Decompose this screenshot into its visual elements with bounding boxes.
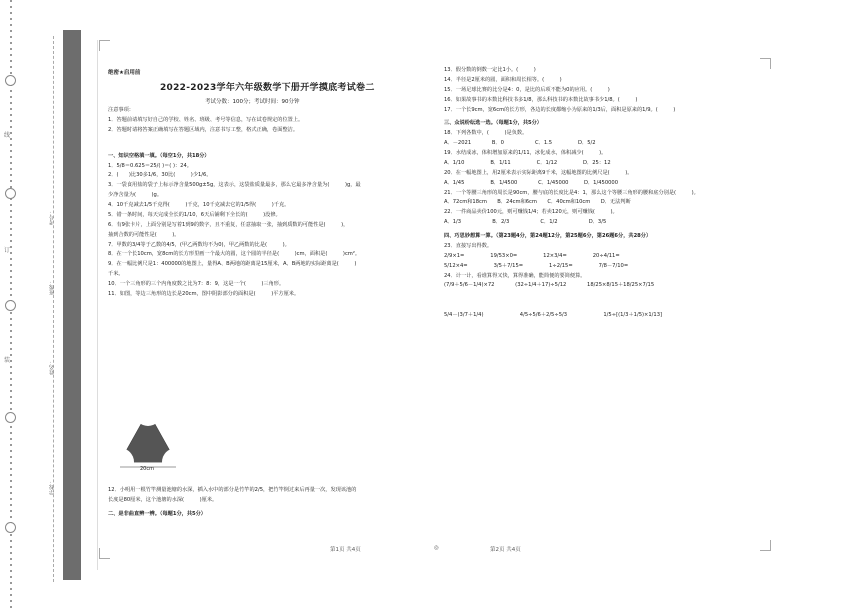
section-heading: 一、知识空格填一填。（每空1分，共18分） xyxy=(108,152,210,159)
question-row: 14．半径是2厘米的圆，面积和周长相等。( ) xyxy=(444,76,562,83)
binding-hole-icon xyxy=(5,188,16,199)
question-row: 8．在一个长10cm，宽8cm的长方形里画一个最大的圆，这个圆的半径是( )cm，面积是( )cm²。 xyxy=(108,251,361,258)
question-row: 24．计一计，看谁算得又快，算得准确，能简便的要简便算。 xyxy=(444,272,586,279)
footer-center-icon: ◎ xyxy=(434,545,439,551)
question-row: 5/12×4= 3/5＋7/15= 1÷2/15= 7/8－7/10= xyxy=(444,262,629,269)
corner-mark xyxy=(99,40,110,51)
question-row: 少净含量为( )g。 xyxy=(108,192,163,199)
binding-hole-icon xyxy=(5,522,16,533)
page-title: 2022-2023学年六年级数学下册开学摸底考试卷二 xyxy=(160,83,375,93)
corner-mark xyxy=(99,548,110,559)
question-row: (7/9＋5/6－1/4)×72 (32÷1/4＋17)÷5/12 18/25×8/15＋18/25×7/15 xyxy=(444,282,655,289)
notice-label: 注意事项： xyxy=(108,107,134,113)
binding-mark: 订 xyxy=(4,247,11,254)
question-row: 2．( )比30多1/6，30比( )少1/6。 xyxy=(108,172,212,179)
exam-meta: 考试分数：100分；考试时间：90分钟 xyxy=(205,99,300,105)
question-row: A．－2021 B．0 C．1.5 D．5/2 xyxy=(444,140,596,147)
section-heading: 二、是非曲直辨一辨。（每题1分，共5分） xyxy=(108,510,206,517)
page-edge-line xyxy=(97,40,98,570)
question-row: 2/9×1= 19/53×0= 12×3/4= 20÷4/11= xyxy=(444,252,620,259)
question-row: 1．5/8＝0.625＝25/( )＝( )：24。 xyxy=(108,162,192,169)
section-heading: 四、巧思妙想算一算。（第23题4分，第24题12分，第25题6分，第26题6分，共28分） xyxy=(444,233,652,239)
binding-hole-icon xyxy=(5,75,16,86)
binding-margin xyxy=(0,0,30,608)
question-row: 22．一件商品卖价100元，则可赚钱1/4；若卖120元，则可赚钱( )。 xyxy=(444,209,618,216)
seal-line xyxy=(53,36,62,582)
figure-label: 20cm xyxy=(140,466,154,470)
binding-hole-icon xyxy=(5,412,16,423)
question-row: 5．错一条时间，每天完成全长的1/10，6天后铺剩下全长的( )没修。 xyxy=(108,211,281,218)
secret-label: 绝密★启用前 xyxy=(108,70,141,76)
binding-mark: 线 xyxy=(4,132,11,139)
question-row: A．1/10 B．1/11 C．1/12 D．25：12 xyxy=(444,159,611,166)
left-column xyxy=(108,106,438,300)
question-row: 19．水结成冰，体积增加原来的1/11，冰化成水，体积减少( )。 xyxy=(444,150,607,156)
question-row: 18．下列各数中，( )是负数。 xyxy=(444,130,528,137)
triangle-figure xyxy=(118,410,178,470)
question-row: 13．假分数的倒数一定比1小。( ) xyxy=(444,67,536,73)
name-field: 姓名： xyxy=(49,360,55,375)
notice-item: 2．答题时请将答案正确填写在答题区域内，注意书写工整，格式正确，卷面整洁。 xyxy=(108,126,299,133)
footer-right: 第2页 共4页 xyxy=(490,547,521,553)
question-row: 抽到合数的可能性是( )。 xyxy=(108,231,180,238)
corner-mark xyxy=(760,540,771,551)
exam-number-field: 考号： xyxy=(49,210,55,225)
binding-hole-icon xyxy=(5,300,16,311)
section-heading: 三、众说纷纭选一选。（每题1分，共5分） xyxy=(444,120,542,127)
question-row: 21．一个等腰三角形的周长是90cm，腰与底的长度比是4：1，那么这个等腰三角形的腰和底分别是( )。 xyxy=(444,189,699,196)
question-row: 9．在一幅比例尺是1：400000的地图上，量得A、B两地的距离是15厘米，A、B两地的实际距离是( ) xyxy=(108,261,357,268)
question-row: A．72cm和18cm B．24cm和6cm C．40cm和10cm D．无法判断 xyxy=(444,199,631,206)
right-column xyxy=(444,66,774,321)
question-row: 20．在一幅地图上，用2厘米表示实际距离9千米，这幅地图的比例尺是( )。 xyxy=(444,169,633,176)
binding-strip xyxy=(63,30,81,580)
question-row: 11．如图，等边三角形的边长是20cm，图中阴影部分的面积是( )平方厘米。 xyxy=(108,290,300,297)
question-row: 千米。 xyxy=(108,271,124,278)
question-row: A．1/3 B．2/3 C．1/2 D．3/5 xyxy=(444,219,607,226)
question-row: 7．甲数的3/4等于乙数的4/5，(甲乙两数均不为0)，甲乙两数的比是( )。 xyxy=(108,241,290,248)
question-row: A．1/45 B．1/4500 C．1/45000 D．1/450000 xyxy=(444,179,619,186)
notice-item: 1．答题前请填写好自己的学校、姓名、班级、考号等信息，写在试卷规定的位置上。 xyxy=(108,116,304,123)
left-bottom xyxy=(108,486,438,520)
question-row: 17．一个长9cm，宽6cm的长方形，各边的长度都缩小为原来的1/3后，面积是原来的1/9。( ) xyxy=(444,106,676,113)
binding-mark: 装 xyxy=(4,357,11,364)
class-field: 班级： xyxy=(49,280,55,295)
question-row: 长度是80厘米，这个池塘的水深( )厘米。 xyxy=(108,496,218,503)
question-row: 23．直接写出得数。 xyxy=(444,242,493,249)
question-row: 5/4－(3/7＋1/4) 4/5÷5/6＋2/5÷5/3 1/5÷[(1/3＋1/5)×1/13] xyxy=(444,312,663,319)
question-row: 3．一袋食用盐的袋子上标示净含量500g±5g，这表示，这袋盐质量最多，那么它最多净含量为( )g，最 xyxy=(108,182,361,189)
question-row: 6．有9张卡片，上面分别是写着1到9的数字，且不重复，任意抽取一张，抽到质数的可能性是( )， xyxy=(108,221,349,228)
school-field: 学校： xyxy=(49,480,55,495)
question-row: 15．一场足球比赛的比分是4：0，是比的后项不能为0的应用。( ) xyxy=(444,86,610,93)
question-row: 16．如果故事书的本数比科技书多1/8，那么科技书的本数比故事书少1/8。( ) xyxy=(444,96,638,103)
footer-left: 第1页 共4页 xyxy=(330,547,361,553)
sector-top xyxy=(134,410,162,426)
question-row: 4．10千克减去1/5千克得( )千克，10千克减去它的1/5得( )千克。 xyxy=(108,202,290,208)
question-row: 12．小明用一根竹竿测量池塘的水深，插入水中的部分是竹竿的2/5，把竹竿倒过来后再量一次，发现该池的 xyxy=(108,487,357,493)
question-row: 10．一个三角形的三个内角度数之比为7：8：9，这是一个( )三角形。 xyxy=(108,281,285,287)
